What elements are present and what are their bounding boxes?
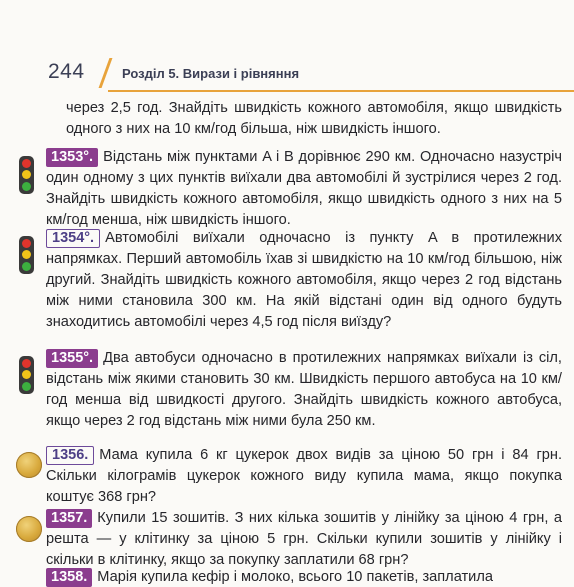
problem-1358-partial bbox=[46, 567, 566, 587]
problem-text: Купили 15 зошитів. З них кілька зошитів у лінійку за ціною 4 грн, а решта — у клітинку за ціною 5 грн. Скільки купили зошитів у лінійку і скільки в клітинку, якщо за покупку заплатили 68 грн? bbox=[46, 510, 562, 568]
header-rule bbox=[108, 90, 574, 92]
section-title: Розділ 5. Вирази і рівняння bbox=[122, 66, 300, 81]
problem-1354 bbox=[46, 228, 562, 333]
traffic-light-icon bbox=[19, 156, 34, 194]
problem-text: Відстань між пунктами A і B дорівнює 290 км. Одночасно назустріч один одному з цих пунктів виїхали два автомобілі й зустрілися через 2 год. Знайдіть швидкість кожного автомобіля, якщо швидкість одного з них на 5 км/год менша, ніж швидкість іншого. bbox=[46, 149, 562, 228]
problem-number: 1358. bbox=[46, 568, 92, 587]
problem-text: Марія купила кефір і молоко, всього 10 пакетів, заплатила bbox=[97, 569, 493, 585]
problem-number: 1357. bbox=[46, 509, 92, 528]
problem-number: 1353°. bbox=[46, 148, 98, 167]
traffic-light-icon bbox=[19, 356, 34, 394]
header-divider bbox=[99, 58, 113, 88]
problem-number: 1354°. bbox=[46, 229, 100, 248]
problem-number: 1355°. bbox=[46, 349, 98, 368]
page-number: 244 bbox=[48, 60, 85, 83]
problem-text: Автомобілі виїхали одночасно із пункту A в протилежних напрямках. Перший автомобіль їхав зі швидкістю на 10 км/год більшою, ніж другий. Знайдіть швидкість кожного автомобіля, якщо через 2 год відстань між ними становила 300 км. На якій відстані один від одного будуть знаходитись автомобілі через 4,5 год після виїзду? bbox=[46, 230, 562, 330]
problem-1356 bbox=[46, 445, 562, 508]
coin-icon bbox=[16, 516, 42, 542]
continuation-text: через 2,5 год. Знайдіть швидкість кожного автомобіля, якщо швидкість одного з них на 10 км/год більша, ніж швидкість іншого. bbox=[66, 100, 562, 137]
problem-number: 1356. bbox=[46, 446, 94, 465]
problem-1355 bbox=[46, 348, 562, 432]
problem-1353 bbox=[46, 147, 562, 231]
traffic-light-icon bbox=[19, 236, 34, 274]
coin-icon bbox=[16, 452, 42, 478]
problem-text: Мама купила 6 кг цукерок двох видів за ціною 50 грн і 84 грн. Скільки кілограмів цукерок кожного виду купила мама, якщо покупка коштує 368 грн? bbox=[46, 447, 562, 505]
problem-text: Два автобуси одночасно в протилежних напрямках виїхали із сіл, відстань між якими становить 30 км. Швидкість першого автобуса на 10 км/год менша від швидкості другого. Знайдіть швидкість кожного автобуса, якщо через 2 год відстань між ними була 250 км. bbox=[46, 350, 562, 429]
problem-1357 bbox=[46, 508, 562, 571]
